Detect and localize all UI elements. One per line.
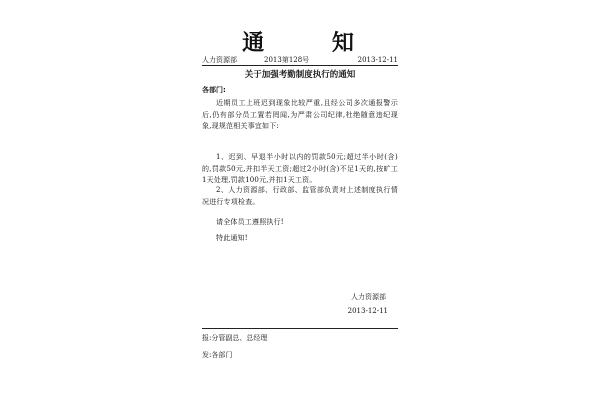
report-to-line: 报:分管副总、总经理 — [202, 334, 268, 342]
body-paragraph-3: 2、人力资源部、行政部、监管部负责对上述制度执行情况进行专项检查。 — [202, 186, 398, 206]
header-divider — [202, 65, 398, 66]
body-paragraph-5: 特此通知! — [216, 234, 248, 242]
signature-date: 2013-12-11 — [347, 307, 388, 315]
body-paragraph-2: 1、迟到、早退半小时以内的罚款50元;超过半小时(含)的,罚款50元,并扣半天工资;超过2小时(含)不足1天的,按旷工1天处理,罚款100元,并扣1天工资。 — [202, 153, 398, 185]
footer-divider — [202, 328, 398, 329]
signature-organization: 人力资源部 — [351, 293, 386, 301]
send-to-line: 发:各部门 — [202, 351, 233, 359]
document-subtitle: 关于加强考勤制度执行的通知 — [244, 70, 356, 80]
body-paragraph-1: 近期员工上班迟到现象比较严重,且经公司多次通报警示后,仍有部分员工置若罔闻,为严肃公司纪律,杜绝随意违纪现象,现规范相关事宜如下: — [202, 99, 398, 131]
issuer-label: 人力资源部 — [202, 56, 237, 64]
body-paragraph-4: 请全体员工遵照执行! — [216, 218, 284, 226]
issue-date: 2013-12-11 — [357, 56, 398, 64]
document-title: 通 知 — [242, 31, 384, 56]
salutation: 各部门: — [202, 86, 226, 94]
document-number: 2013第128号 — [264, 56, 310, 64]
